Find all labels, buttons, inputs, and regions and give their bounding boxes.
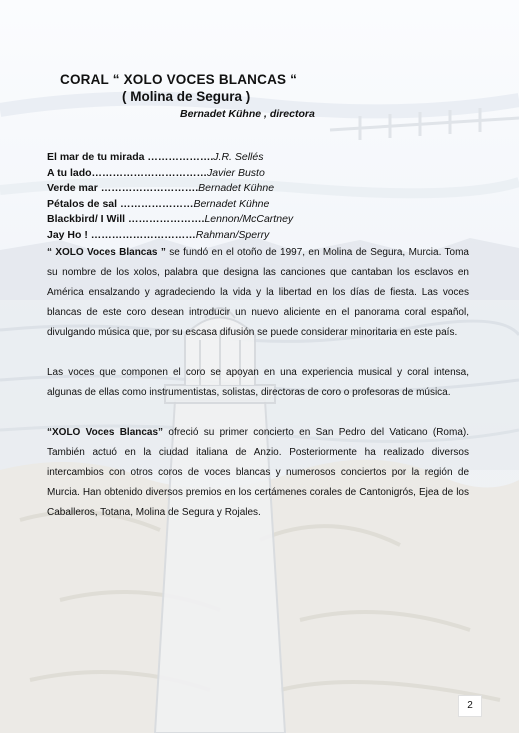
program-item xyxy=(47,212,467,228)
paragraph xyxy=(47,423,469,523)
program-item-title: Pétalos de sal xyxy=(47,197,118,210)
paragraph-text: Las voces que componen el coro se apoyan en una experiencia musical y coral intensa, algunas de ellas como instrumentistas, solistas, directoras de coro o profesoras de música. xyxy=(47,367,469,398)
program-item-leader: ………………………… xyxy=(87,228,196,241)
choir-location: ( Molina de Segura ) xyxy=(122,89,251,104)
program-item-title: Jay Ho ! xyxy=(47,228,88,241)
program-item xyxy=(47,228,467,244)
program-item-title: Verde mar xyxy=(47,182,98,194)
choir-description xyxy=(47,243,469,543)
program-item-author: J.R. Sellés xyxy=(213,151,264,163)
program-item-title: A tu lado xyxy=(47,166,92,179)
page-number: 2 xyxy=(458,695,482,717)
program-item xyxy=(47,166,467,182)
paragraph-lead: “ XOLO Voces Blancas ” xyxy=(47,247,166,258)
program-item-title: Blackbird/ I Will xyxy=(47,213,126,225)
paragraph xyxy=(47,243,469,343)
paragraph-text: se fundó en el otoño de 1997, en Molina de Segura, Murcia. Toma su nombre de los xolos, palabra que designa las canciones que cantaban los esclavos en América ensalzando y agradeciendo la vida y la libertad en los días de fiesta. Las voces blancas de este coro desean introducir un nuevo aliciente en el panorama coral español, divulgando música que, por su escasa difusión se puede considerar minoritaria en este país. xyxy=(47,247,469,338)
program-item-title: El mar de tu mirada xyxy=(47,151,145,163)
program-item xyxy=(47,197,467,213)
program-list xyxy=(47,150,467,243)
program-item-leader: ………………… xyxy=(117,197,194,210)
program-item-author: Lennon/McCartney xyxy=(204,213,294,225)
paragraph-lead: “XOLO Voces Blancas” xyxy=(47,427,164,438)
program-item-leader: …………………………… xyxy=(91,166,208,179)
paragraph-text: ofreció su primer concierto en San Pedro del Vaticano (Roma). También actuó en la ciudad italiana de Anzio. Posteriormente ha realizado diversos intercambios con otros coros de voces blancas y numerosos conciertos por la región de Murcia. Han obtenido diversos premios en los certámenes corales de Cantonigrós, Ejea de los Caballeros, Totana, Molina de Segura y Rojales. xyxy=(47,427,469,518)
program-item-leader: …………………. xyxy=(125,213,205,225)
paragraph xyxy=(47,363,469,403)
program-item-author: Bernadet Kühne xyxy=(193,197,270,210)
concert-header xyxy=(60,72,480,120)
program-item-author: Bernadet Kühne xyxy=(198,182,275,194)
program-item-author: Rahman/Sperry xyxy=(195,228,270,241)
program-item-leader: ………………. xyxy=(144,151,214,163)
choir-title: CORAL “ XOLO VOCES BLANCAS “ xyxy=(60,72,298,87)
program-item-author: Javier Busto xyxy=(207,166,265,179)
choir-director: Bernadet Kühne , directora xyxy=(180,108,315,120)
program-item-leader: ………………………. xyxy=(97,182,199,194)
program-item xyxy=(47,181,467,197)
program-item xyxy=(47,150,467,166)
